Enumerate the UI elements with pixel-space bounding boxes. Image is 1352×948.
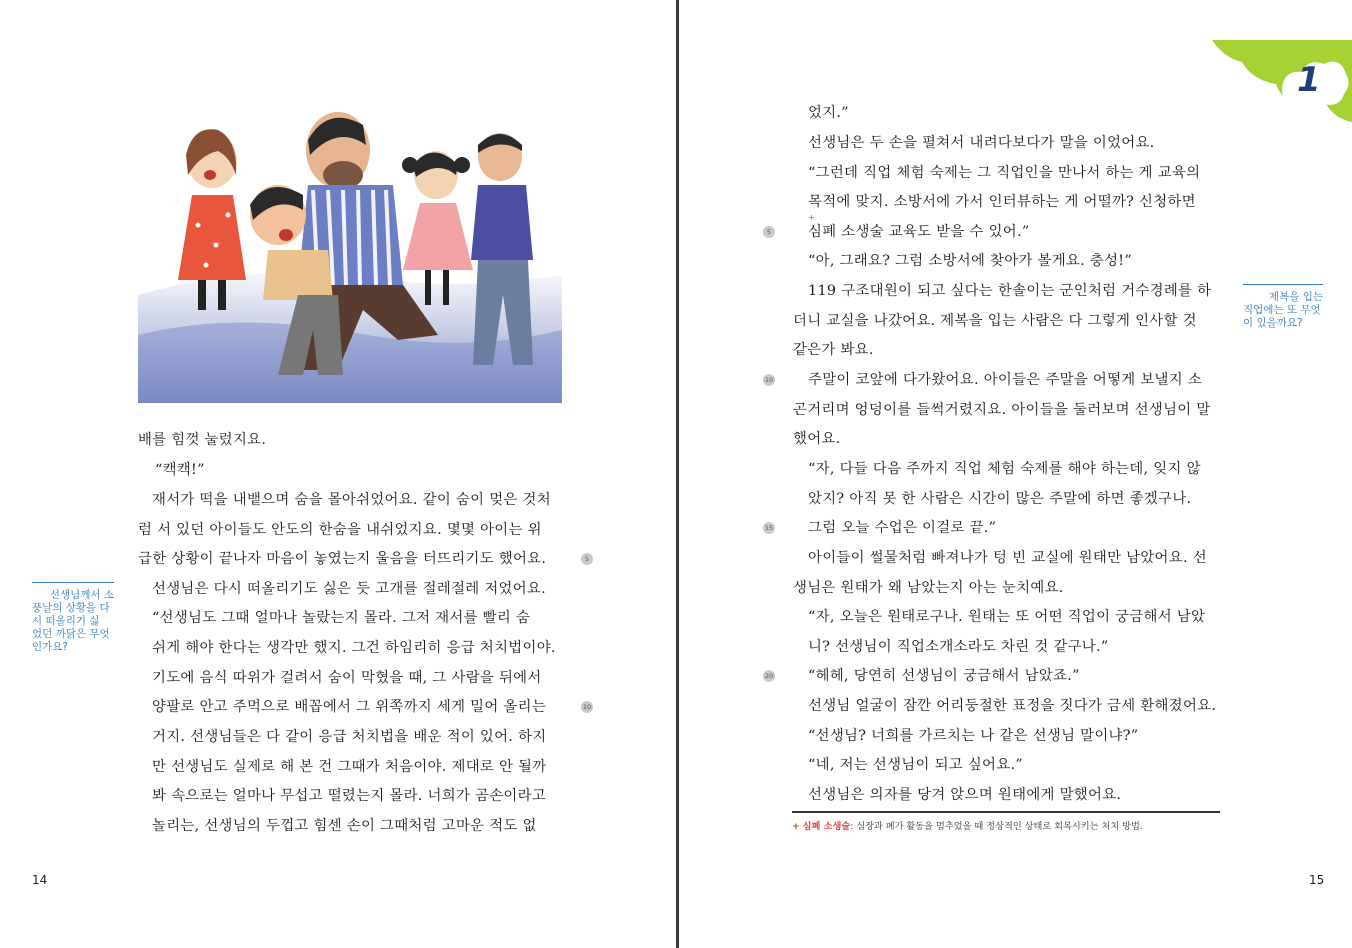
book-spine — [676, 0, 679, 948]
body-text-line: 생님은 원태가 왜 남았는지 아는 눈치예요. — [793, 580, 1064, 596]
footnote-marker: + — [808, 213, 815, 222]
line-number-marker: 15 — [764, 524, 774, 532]
body-text-line: 었지.” — [808, 105, 849, 121]
body-text-line: 심폐 소생술 교육도 받을 수 있어.” — [808, 224, 1030, 240]
body-text-line: “선생님도 그때 얼마나 놀랐는지 몰라. 그저 재서를 빨리 숨 — [152, 610, 531, 626]
footnote-definition: : 심장과 폐가 활동을 멈추었을 때 정상적인 상태로 회복시키는 처치 방법. — [850, 821, 1143, 832]
body-text-line: 그럼 오늘 수업은 이걸로 끝.” — [808, 520, 997, 536]
body-text-line: 아이들이 썰물처럼 빠져나가 텅 빈 교실에 원태만 남았어요. 선 — [808, 550, 1207, 566]
body-text-line: “선생님? 너희를 가르치는 나 같은 선생님 말이냐?” — [808, 728, 1139, 744]
footnote-term: 심폐 소생술 — [802, 821, 851, 832]
page-number: 14 — [32, 873, 48, 887]
teacher-helping-choking-child-illustration — [138, 85, 562, 403]
body-text-line: 선생님 얼굴이 잠깐 어리둥절한 표정을 짓다가 금세 환해졌어요. — [808, 698, 1217, 714]
body-text-line: 재서가 떡을 내뱉으며 숨을 몰아쉬었어요. 같이 숨이 멎은 것처 — [152, 492, 551, 508]
line-number-marker: 20 — [764, 672, 774, 680]
body-text-line: 럼 서 있던 아이들도 안도의 한숨을 내쉬었지요. 몇몇 아이는 위 — [138, 522, 542, 538]
footnote-mark: + — [792, 821, 800, 832]
body-text-line: 만 선생님도 실제로 해 본 건 그때가 처음이야. 제대로 안 될까 — [152, 759, 547, 775]
body-text-line: 기도에 음식 따위가 걸려서 숨이 막혔을 때, 그 사람을 뒤에서 — [152, 670, 542, 686]
margin-question-note — [32, 582, 114, 654]
body-text-line: 배를 힘껏 눌렀지요. — [138, 432, 267, 448]
body-text-line: 목적에 맞지. 소방서에 가서 인터뷰하는 게 어떨까? 신청하면 — [808, 194, 1196, 210]
margin-question-note — [1243, 284, 1323, 330]
side-note-line: 시 떠올리기 싫 — [32, 615, 100, 627]
line-number-marker: 5 — [581, 553, 593, 565]
body-text-line: 급한 상황이 끝나자 마음이 놓였는지 울음을 터뜨리기도 했어요. — [138, 551, 547, 567]
line-number-marker: 5 — [763, 226, 775, 238]
side-note-line: 풍날의 상황을 다 — [32, 602, 110, 614]
body-text-line: 니? 선생님이 직업소개소라도 차린 것 같구나.” — [808, 639, 1109, 655]
body-text-line: “캑캑!” — [155, 462, 205, 478]
body-text-line: 쉬게 해야 한다는 생각만 했지. 그건 하임리히 응급 처치법이야. — [152, 640, 556, 656]
body-text-line: 119 구조대원이 되고 싶다는 한솔이는 군인처럼 거수경례를 하 — [808, 283, 1212, 299]
body-text-line: 봐 속으로는 얼마나 무섭고 떨렸는지 몰라. 너희가 곰손이라고 — [152, 788, 547, 804]
body-text-line: 주말이 코앞에 다가왔어요. 아이들은 주말을 어떻게 보낼지 소 — [808, 372, 1203, 388]
side-note-line: 선생님께서 소 — [49, 589, 114, 601]
body-text-line: 거지. 선생님들은 다 같이 응급 처치법을 배운 적이 있어. 하지 — [152, 729, 547, 745]
footnote — [792, 818, 1143, 832]
body-text-line: “아, 그래요? 그럼 소방서에 찾아가 볼게요. 충성!” — [808, 253, 1133, 269]
side-note-line: 이 있을까요? — [1243, 317, 1303, 329]
body-text-line: “헤헤, 당연히 선생님이 궁금해서 남았죠.” — [808, 668, 1080, 684]
line-number-marker: 10 — [764, 376, 774, 384]
body-text-line: 선생님은 다시 떠올리기도 싫은 듯 고개를 절레절레 저었어요. — [152, 581, 547, 597]
body-text-line: “자, 다들 다음 주까지 직업 체험 숙제를 해야 하는데, 잊지 않 — [808, 461, 1201, 477]
footnote-divider — [792, 811, 1220, 813]
side-note-line: 직업에는 또 무엇 — [1243, 304, 1321, 316]
body-text-line: 선생님은 두 손을 펼쳐서 내려다보다가 말을 이었어요. — [808, 135, 1155, 151]
line-number-marker: 10 — [582, 703, 592, 711]
body-text-line: “자, 오늘은 원태로구나. 원태는 또 어떤 직업이 궁금해서 남았 — [808, 609, 1206, 625]
body-text-line: 곤거리며 엉덩이를 들썩거렸지요. 아이들을 둘러보며 선생님이 말 — [793, 402, 1211, 418]
side-note-line: 었던 까닭은 무엇 — [32, 628, 110, 640]
page-number: 15 — [1309, 873, 1325, 887]
body-text-line: 선생님은 의자를 당겨 앉으며 원태에게 말했어요. — [808, 787, 1122, 803]
chapter-number: 1 — [1297, 60, 1321, 100]
body-text-line: 양팔로 안고 주먹으로 배꼽에서 그 위쪽까지 세게 밀어 올리는 — [152, 699, 547, 715]
body-text-line: 같은가 봐요. — [793, 342, 874, 358]
side-note-line: 제복을 입는 — [1268, 291, 1323, 303]
body-text-line: “네, 저는 선생님이 되고 싶어요.” — [808, 757, 1023, 773]
body-text-line: 았지? 아직 못 한 사람은 시간이 많은 주말에 하면 좋겠구나. — [808, 491, 1192, 507]
body-text-line: 했어요. — [793, 431, 841, 447]
side-note-line: 인가요? — [32, 641, 69, 653]
body-text-line: 더니 교실을 나갔어요. 제복을 입는 사람은 다 그렇게 인사할 것 — [793, 313, 1197, 329]
body-text-line: 놀리는, 선생님의 두껍고 힘센 손이 그때처럼 고마운 적도 없 — [152, 818, 537, 834]
chapter-tab-cloud — [1212, 40, 1352, 124]
body-text-line: “그런데 직업 체험 숙제는 그 직업인을 만나서 하는 게 교육의 — [808, 165, 1201, 181]
